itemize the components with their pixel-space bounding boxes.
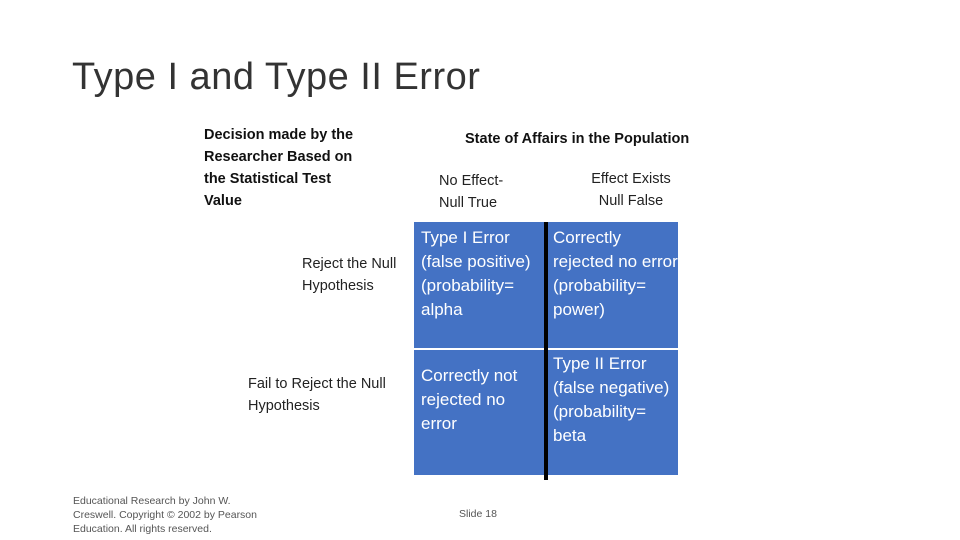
state-of-affairs-header: State of Affairs in the Population	[465, 131, 690, 147]
cell-body: (false negative) (probability= beta	[553, 378, 670, 445]
cell-correctly-not-rejected	[421, 364, 545, 436]
cell-body: rejected no error (probability= power)	[553, 252, 678, 319]
column-header-null-false	[576, 168, 686, 212]
cell-body: (false positive) (probability= alpha	[421, 252, 531, 319]
cell-heading: Type I Error	[421, 228, 510, 247]
decision-header: Decision made by the Researcher Based on the Statistical Test Value	[204, 127, 354, 209]
cell-type-i-error	[421, 226, 545, 322]
slide-number: Slide 18	[459, 508, 497, 520]
column-header-line: Effect Exists	[591, 171, 671, 187]
column-header-line: No Effect-	[439, 173, 504, 189]
column-header-null-true	[439, 170, 539, 214]
cell-heading: Type II Error	[553, 354, 647, 373]
row-label-reject: Reject the Null Hypothesis	[302, 256, 397, 294]
cell-body: rejected no error	[421, 390, 506, 433]
cell-heading: Correctly	[553, 228, 622, 247]
copyright-footer: Educational Research by John W. Creswell. Copyright © 2002 by Pearson Education. All rights reserved.	[73, 495, 257, 535]
slide-title: Type I and Type II Error	[72, 56, 481, 98]
row-label-fail-to-reject: Fail to Reject the Null Hypothesis	[248, 376, 386, 414]
cell-type-ii-error	[553, 352, 678, 448]
column-header-line: Null False	[598, 193, 664, 209]
column-header-line: Null True	[439, 195, 498, 211]
cell-correctly-rejected	[553, 226, 678, 322]
cell-heading: Correctly not	[421, 366, 518, 385]
